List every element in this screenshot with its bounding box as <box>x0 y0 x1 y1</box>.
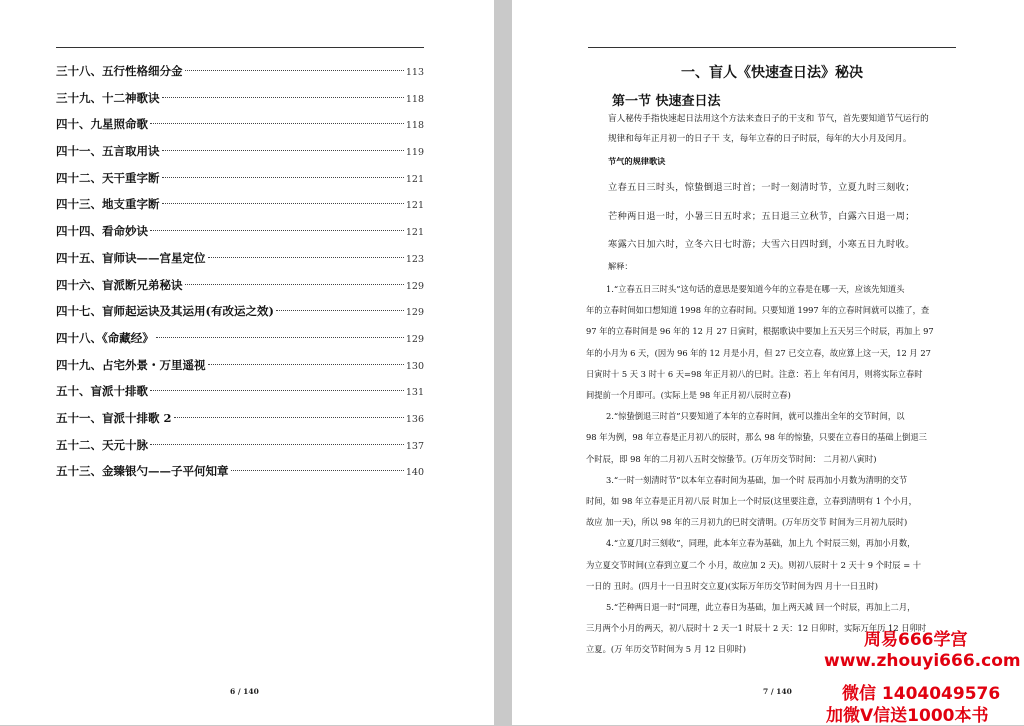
paragraph-line: 2.“惊蛰倒退三时首”只要知道了本年的立春时间，就可以推出全年的交节时间，以 <box>606 411 905 422</box>
paragraph-line: 间提前一个月即可。(实际上是 98 年正月初八辰时立春) <box>586 390 791 401</box>
paragraph-line: 5.“芒种两日退一时”同理，此立春日为基础，加上两天减 回一个时辰，再加上二月， <box>606 602 916 613</box>
paragraph-line: 98 年为例，98 年立春是正月初八的辰时，那么 98 年的惊蛰，只要在立春日的基础上倒退三 <box>586 432 927 443</box>
paragraph-line: 年的小月为 6 天，(因为 96 年的 12 月是小月，但 27 已交立春，故应算上这一天，12 月 27 <box>586 347 931 358</box>
toc-entry-title: 四十六、盲派断兄弟秘诀 <box>56 277 183 292</box>
toc-entry[interactable] <box>56 138 424 165</box>
toc-leader-dots <box>150 230 404 231</box>
toc-entry[interactable] <box>56 298 424 325</box>
toc-leader-dots <box>231 470 404 471</box>
toc-leader-dots <box>150 444 404 445</box>
paragraph-line: 3.“一时一刻清时节”以本年立春时间为基础，加一个时 辰再加小月数为清明的交节 <box>606 474 908 485</box>
toc-entry[interactable] <box>56 165 424 192</box>
toc-entry-title: 五十一、盲派十排歌 2 <box>56 410 172 425</box>
rules-heading: 节气的规律歌诀 <box>608 156 666 166</box>
toc-entry-title: 四十三、地支重字断 <box>56 197 160 212</box>
paragraph-line: 一日的 丑时。(四月十一日丑时交立夏)(实际万年历交节时间为四 月十一日丑时) <box>586 580 879 591</box>
toc-leader-dots <box>162 150 404 151</box>
toc-entry-title: 四十二、天干重字断 <box>56 170 160 185</box>
toc-entry-page: 118 <box>405 120 424 132</box>
intro-text <box>608 109 958 150</box>
watermark-title: 周易666学宫 <box>864 630 968 650</box>
toc-entry-page: 136 <box>405 413 424 425</box>
paragraph-line: 97 年的立春时间是 96 年的 12 月 27 日寅时，根据歌诀中要加上五天另三个时辰，再加上 97 <box>586 326 934 337</box>
toc-entry-title: 四十、九星照命歌 <box>56 117 148 132</box>
explanation-paragraph <box>586 533 958 597</box>
toc-entry-page: 119 <box>405 147 424 159</box>
toc-leader-dots <box>185 70 404 71</box>
watermark-offer: 加微V信送1000本书 <box>826 706 989 726</box>
table-of-contents <box>56 58 424 485</box>
toc-entry-title: 四十四、看命妙诀 <box>56 224 148 239</box>
toc-entry-page: 140 <box>405 467 424 479</box>
paragraph-line: 立夏。(万 年历交节时间为 5 月 12 日卯时) <box>586 644 746 655</box>
toc-entry-page: 129 <box>405 333 424 345</box>
paragraph-line: 4.“立夏几时三刻收”，同理，此本年立春为基础，加上九 个时辰三刻，再加小月数， <box>606 538 916 549</box>
toc-entry[interactable] <box>56 191 424 218</box>
toc-entry-page: 129 <box>405 280 424 292</box>
explanation-body <box>586 279 958 661</box>
toc-leader-dots <box>156 337 404 338</box>
toc-entry[interactable] <box>56 111 424 138</box>
toc-entry[interactable] <box>56 245 424 272</box>
toc-entry-title: 四十九、占宅外景・万里遥视 <box>56 357 206 372</box>
toc-entry[interactable] <box>56 85 424 112</box>
toc-entry-title: 四十五、盲师诀——宫星定位 <box>56 250 206 265</box>
toc-leader-dots <box>150 123 404 124</box>
toc-entry[interactable] <box>56 218 424 245</box>
paragraph-line: 三月两个小月的两天，初八辰时十 2 天一1 时辰十 2 天：12 日卯时，实际万年历 12 日卯时 <box>586 623 927 634</box>
toc-entry-page: 118 <box>405 93 424 105</box>
right-page <box>512 0 1024 725</box>
page-number: 6 / 140 <box>230 687 259 696</box>
header-rule <box>56 47 424 48</box>
toc-leader-dots <box>162 177 404 178</box>
toc-entry-page: 121 <box>405 173 424 185</box>
toc-entry-title: 三十八、五行性格细分金 <box>56 64 183 78</box>
toc-entry-page: 123 <box>405 253 424 265</box>
toc-leader-dots <box>162 203 404 204</box>
paragraph-line: 日寅时十 5 天 3 时十 6 天=98 年正月初八的巳时。注意：若上 年有闰月，则将实际立春时 <box>586 368 923 379</box>
toc-entry-page: 131 <box>405 387 424 399</box>
toc-leader-dots <box>208 257 404 258</box>
toc-entry-page: 121 <box>405 200 424 212</box>
watermark-wechat: 微信 1404049576 <box>842 684 1001 704</box>
toc-entry-page: 137 <box>405 440 424 452</box>
toc-entry[interactable] <box>56 325 424 352</box>
watermark-url: www.zhouyi666.com <box>824 651 1021 671</box>
toc-leader-dots <box>276 310 404 311</box>
explanation-paragraph <box>586 406 958 470</box>
toc-entry[interactable] <box>56 272 424 299</box>
page-number: 7 / 140 <box>763 687 792 696</box>
toc-leader-dots <box>162 97 404 98</box>
toc-entry-page: 130 <box>405 360 424 372</box>
toc-entry-title: 五十二、天元十脉 <box>56 437 148 452</box>
header-rule <box>588 47 956 48</box>
paragraph-line: 故应 加一天)，所以 98 年的三月初九的巳时交清明。(万年历交节 时间为三月初九辰时) <box>586 517 908 528</box>
explanation-paragraph <box>586 470 958 534</box>
chapter-title: 一、盲人《快速查日法》秘决 <box>681 65 863 81</box>
left-page <box>0 0 494 725</box>
toc-entry-title: 五十三、金臻银勺——子平何知章 <box>56 464 229 479</box>
toc-entry-page: 129 <box>405 307 424 319</box>
toc-entry-page: 113 <box>405 67 424 78</box>
toc-entry-title: 四十一、五言取用诀 <box>56 144 160 159</box>
toc-entry-title: 三十九、十二神歌诀 <box>56 90 160 105</box>
toc-entry[interactable] <box>56 58 424 85</box>
toc-entry[interactable] <box>56 458 424 485</box>
toc-entry-title: 五十、盲派十排歌 <box>56 384 148 399</box>
toc-leader-dots <box>185 284 404 285</box>
paragraph-line: 为立夏交节时间(立春到立夏二个 小月，故应加 2 天)。则初八辰时十 2 天十 9 个时辰 = 十 <box>586 559 922 570</box>
toc-entry-title: 四十七、盲师起运诀及其运用(有改运之效) <box>56 304 274 319</box>
toc-leader-dots <box>174 417 404 418</box>
toc-entry[interactable] <box>56 432 424 459</box>
verse-line: 芒种两日退一时，小暑三日五时求；五日退三立秋节，白露六日退一周； <box>608 211 915 222</box>
toc-entry-page: 121 <box>405 227 424 239</box>
section-title: 第一节 快速查日法 <box>612 94 721 109</box>
paragraph-line: 个时辰，即 98 年的二月初八五时交惊蛰节。(万年历交节时间： 二月初八寅时) <box>586 453 877 464</box>
verse-line: 立春五日三时头，惊蛰倒退三时首；一时一刻清时节，立夏九时三刻收； <box>608 182 915 193</box>
paragraph-line: 1.“立春五日三时头”这句话的意思是要知道今年的立春是在哪一天，应该先知道头 <box>606 284 905 294</box>
explain-label: 解释： <box>608 261 633 271</box>
intro-line: 规律和每年正月初一的日子干 支，每年立春的日子时辰，每年的大小月及闰月。 <box>608 134 912 145</box>
toc-leader-dots <box>150 390 404 391</box>
toc-entry[interactable] <box>56 378 424 405</box>
paragraph-line: 时间，如 98 年立春是正月初八辰 时加上一个时辰(这里要注意，立春到清明有 1 个小月， <box>586 496 917 507</box>
explanation-paragraph <box>586 279 958 406</box>
toc-entry-title: 四十八、《命藏经》 <box>56 330 154 345</box>
toc-entry[interactable] <box>56 405 424 432</box>
toc-leader-dots <box>208 364 404 365</box>
toc-entry[interactable] <box>56 352 424 379</box>
intro-line: 盲人秘传手指快速起日法用这个方法来查日子的干支和 节气，首先要知道节气运行的 <box>608 114 929 124</box>
paragraph-line: 年的立春时间如口想知道 1998 年的立春时间。只要知道 1997 年的立春时间就可以推了，查 <box>586 305 930 316</box>
verse-line: 寒露六日加六时，立冬六日七时游；大雪六日四时到，小寒五日九时收。 <box>608 239 915 250</box>
